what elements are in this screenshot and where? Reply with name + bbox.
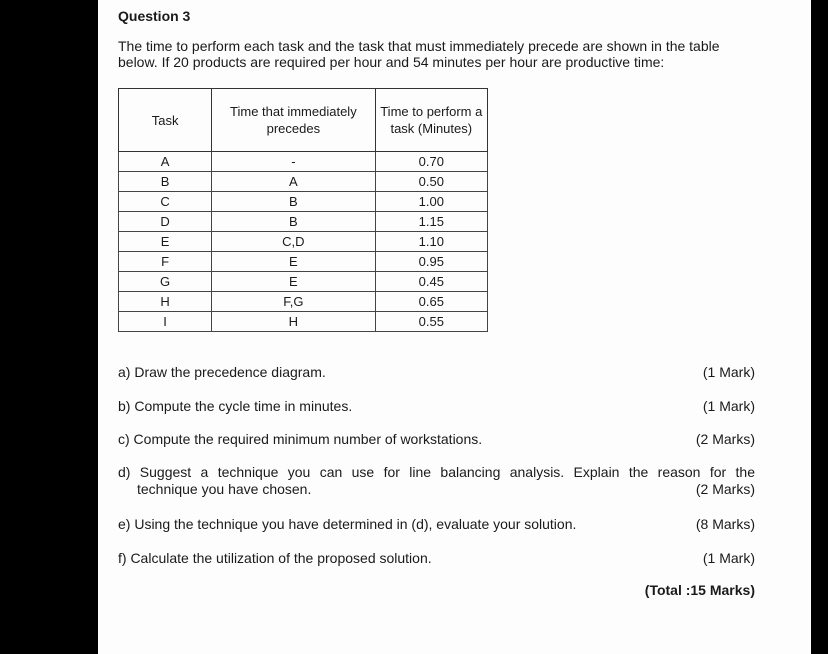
- document-page: [98, 0, 811, 654]
- question-d: [118, 464, 755, 498]
- table-row: [119, 312, 488, 332]
- task-cell: E: [119, 232, 212, 252]
- header-time: Time to perform a task (Minutes): [375, 89, 487, 152]
- total-marks: (Total :15 Marks): [644, 582, 755, 598]
- table-row: [119, 272, 488, 292]
- question-title: Question 3: [118, 8, 191, 24]
- predecessor-cell: E: [212, 272, 375, 292]
- table-row: [119, 172, 488, 192]
- table-row: [119, 252, 488, 272]
- time-cell: 0.65: [375, 292, 487, 312]
- time-cell: 0.55: [375, 312, 487, 332]
- predecessor-cell: F,G: [212, 292, 375, 312]
- predecessor-cell: C,D: [212, 232, 375, 252]
- question-b-marks: (1 Mark): [702, 398, 755, 414]
- time-cell: 0.95: [375, 252, 487, 272]
- question-a-text: a) Draw the precedence diagram.: [118, 364, 326, 380]
- table-row: [119, 152, 488, 172]
- time-cell: 1.10: [375, 232, 487, 252]
- time-cell: 1.00: [375, 192, 487, 212]
- table-row: [119, 192, 488, 212]
- table-row: [119, 232, 488, 252]
- time-cell: 0.70: [375, 152, 487, 172]
- question-d-text-line2: technique you have chosen.: [137, 481, 312, 497]
- question-d-text-line1: d) Suggest a technique you can use for line balancing analysis. Explain the reason for the: [118, 464, 755, 480]
- time-cell: 0.50: [375, 172, 487, 192]
- task-cell: C: [119, 192, 212, 212]
- question-c-text: c) Compute the required minimum number of workstations.: [118, 431, 483, 447]
- predecessor-cell: A: [212, 172, 375, 192]
- time-cell: 0.45: [375, 272, 487, 292]
- task-cell: I: [119, 312, 212, 332]
- task-cell: B: [119, 172, 212, 192]
- task-cell: D: [119, 212, 212, 232]
- table-header-row: [119, 89, 488, 152]
- header-predecessor: Time that immediately precedes: [212, 89, 375, 152]
- table-row: [119, 292, 488, 312]
- table-row: [119, 212, 488, 232]
- task-cell: A: [119, 152, 212, 172]
- header-task: Task: [119, 89, 212, 152]
- question-f-marks: (1 Mark): [702, 550, 755, 566]
- question-c-marks: (2 Marks): [695, 431, 755, 447]
- predecessor-cell: H: [212, 312, 375, 332]
- task-table: [118, 88, 488, 332]
- question-b-text: b) Compute the cycle time in minutes.: [118, 398, 353, 414]
- predecessor-cell: B: [212, 192, 375, 212]
- question-intro: The time to perform each task and the task that must immediately precede are shown in the table below. If 20 products are required per hour and 54 minutes per hour are productive time:: [118, 38, 720, 70]
- predecessor-cell: B: [212, 212, 375, 232]
- predecessor-cell: -: [212, 152, 375, 172]
- question-e-text: e) Using the technique you have determined in (d), evaluate your solution.: [118, 516, 577, 532]
- question-a-marks: (1 Mark): [702, 364, 755, 380]
- task-cell: G: [119, 272, 212, 292]
- predecessor-cell: E: [212, 252, 375, 272]
- question-e-marks: (8 Marks): [695, 516, 755, 532]
- question-d-line2: [118, 481, 755, 498]
- question-d-marks: (2 Marks): [695, 481, 755, 497]
- time-cell: 1.15: [375, 212, 487, 232]
- task-cell: F: [119, 252, 212, 272]
- question-f-text: f) Calculate the utilization of the proposed solution.: [118, 550, 432, 566]
- task-cell: H: [119, 292, 212, 312]
